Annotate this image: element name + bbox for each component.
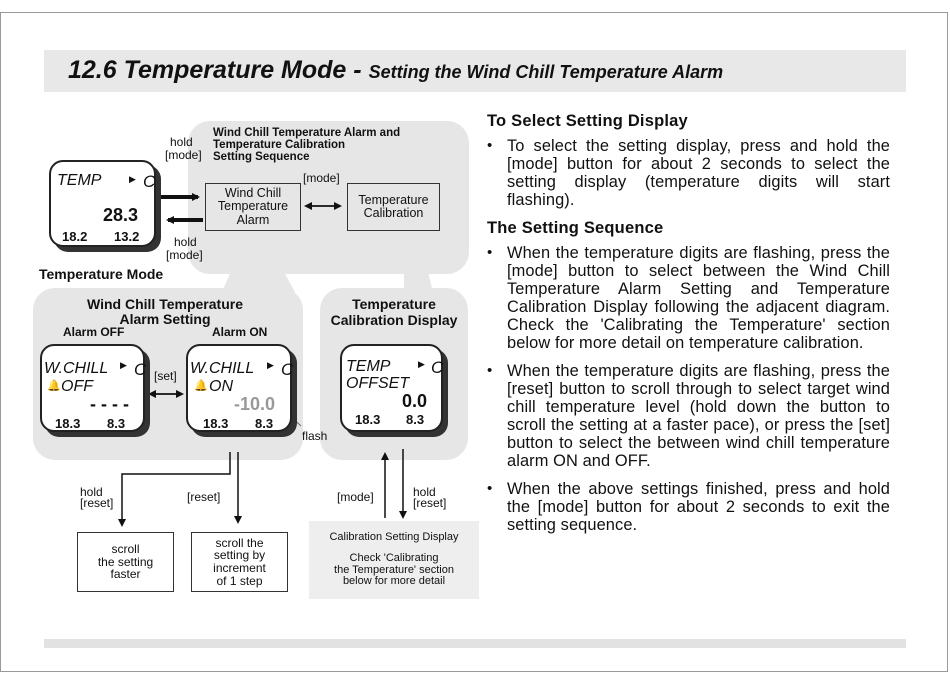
hold-label-2: hold [174,235,197,249]
lcd-label: OFFSET [346,375,410,392]
lcd-right-value: 8.3 [107,416,126,431]
temperature-calibration-box [347,183,440,231]
box-line: setting by [213,548,266,563]
lcd-value: - - - - [90,394,129,414]
lcd-unit: C [134,360,147,379]
lcd-label: ON [209,378,233,395]
bullet-select-setting: • To select the setting display, press and hold the [mode] button for about 2 seconds to select the setting display (temperature digits will start flashing). [487,137,890,209]
seq-title-2: Temperature Calibration [213,139,346,151]
mode-label: [mode] [337,490,374,504]
hold-mode-label-1: hold [413,485,436,499]
box-line: increment [213,561,266,575]
alarm-on-label: Alarm ON [212,325,268,339]
lcd-label: TEMP [57,172,102,189]
box-line: scroll [111,542,140,557]
lcd-unit: C [431,358,444,377]
reset-label: [reset] [187,490,221,504]
lcd-label: TEMP [346,358,391,375]
arrow-icon: ▶ [267,360,274,370]
wc-title-2: Alarm Setting [119,311,211,327]
bullet-sequence-mode: • When the temperature digits are flashing, press the [mode] button to select between the Wind Chill Temperature Alarm Setting and Temperature Calibration Display following the adjacent diagram. Check the 'Calibrating the Temperature' section below for more detail on temperature calibration. [487,244,890,352]
box-line: Alarm [236,212,270,227]
box-line: Calibration Setting Display [329,531,459,544]
title-sub: Setting the Wind Chill Temperature Alarm [368,62,724,82]
footer-band [44,639,906,648]
arrow-icon: ▶ [418,359,425,369]
box-line: Temperature [217,199,289,214]
box-line: Temperature [358,192,429,207]
set-label: [set] [154,369,177,383]
lcd-right-value: 8.3 [255,416,274,431]
lcd-label: W.CHILL [190,360,255,377]
wind-chill-alarm-box [205,183,301,231]
box-line: of 1 step [216,573,263,588]
box-line: Wind Chill [224,186,282,201]
lcd-alarm-off [40,344,145,432]
bell-icon: 🔔 [47,380,61,392]
hold-reset-label-1: hold [80,485,103,499]
seq-title-3: Setting Sequence [213,151,310,163]
box-line: faster [110,567,141,582]
lcd-value: -10.0 [234,394,276,414]
arrow-icon: ▶ [120,360,127,370]
scroll-step-box [191,532,288,592]
lcd-alarm-on [186,344,292,432]
box-line: the Temperature' section [334,563,454,576]
lcd-value: 0.0 [402,391,428,411]
cal-title-1: Temperature [352,296,436,312]
mode-label-1: [mode] [165,148,202,162]
lcd-left-value: 18.3 [203,416,229,431]
instructions [487,112,890,544]
lcd-right-value: 8.3 [406,412,425,427]
arrow-icon: ▶ [129,174,136,184]
lcd-right-value: 13.2 [114,229,140,244]
box-line: scroll the [215,535,264,550]
cal-title-2: Calibration Display [330,312,458,328]
lcd-label: OFF [61,378,93,395]
lcd-left-value: 18.2 [62,229,88,244]
lcd-temperature-mode [49,160,156,247]
lcd-left-value: 18.3 [355,412,381,427]
lcd-calibration [340,344,443,432]
bullet-exit: • When the above settings finished, press and hold the [mode] button for about 2 seconds to exit the setting sequence. [487,480,890,534]
wc-title-1: Wind Chill Temperature [87,296,243,312]
hold-reset-label-2: [reset] [80,496,114,510]
box-line: Check 'Calibrating [349,551,439,564]
temperature-mode-label: Temperature Mode [39,266,164,282]
mode-label-2: [mode] [166,248,203,262]
calibration-setting-box [309,521,479,599]
heading-select-setting: To Select Setting Display [487,112,688,130]
box-line: Calibration [363,206,424,220]
bullet-sequence-reset: • When the temperature digits are flashing, press the [reset] button to scroll through to select target wind chill temperature level (hold down the button to scroll the setting at a faster pace), or press the [set] button to select the between wind chill temperature alarm ON and OFF. [487,362,890,470]
scroll-faster-box [77,532,174,592]
box-line: below for more detail [342,575,446,588]
title-main: 12.6 Temperature Mode - [68,56,369,84]
seq-title-1: Wind Chill Temperature Alarm and [213,127,401,139]
lcd-unit: C [143,172,156,191]
lcd-left-value: 18.3 [55,416,81,431]
hold-label-1: hold [170,135,193,149]
hold-mode-label-2: [reset] [413,496,447,510]
flash-label: flash [302,429,328,443]
lcd-unit: C [281,360,294,379]
alarm-off-label: Alarm OFF [63,325,125,339]
mode-between-label: [mode] [303,171,340,185]
lcd-label: W.CHILL [44,360,109,377]
bell-icon: 🔔 [194,380,208,392]
heading-setting-sequence: The Setting Sequence [487,219,664,237]
lcd-value: 28.3 [103,205,139,225]
box-line: the setting [97,554,154,569]
